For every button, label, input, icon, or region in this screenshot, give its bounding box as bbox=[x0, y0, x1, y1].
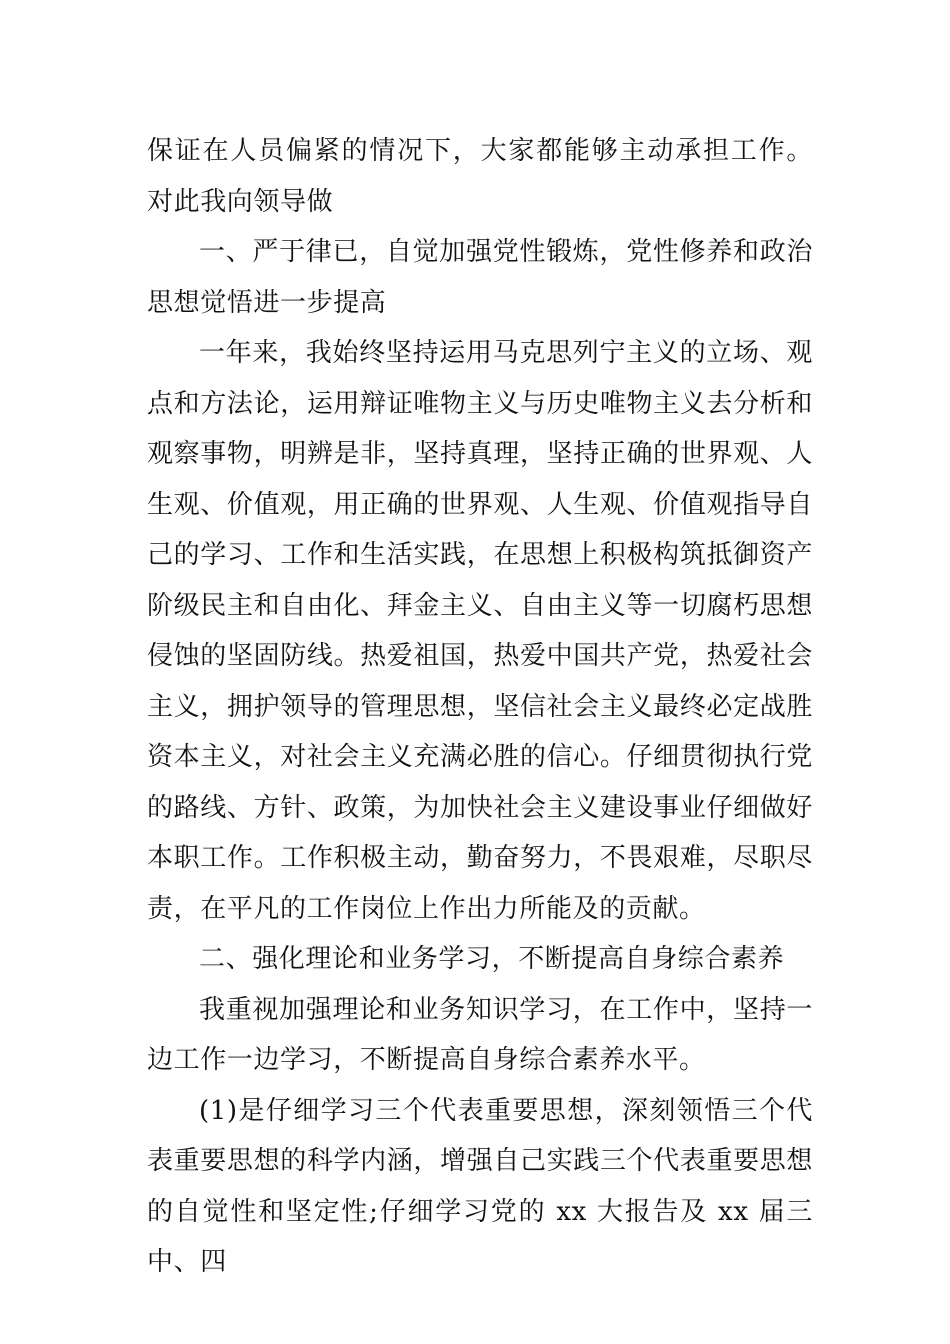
paragraph-body-1: 一年来，我始终坚持运用马克思列宁主义的立场、观点和方法论，运用辩证唯物主义与历史唯物主义去分析和观察事物，明辨是非，坚持真理，坚持正确的世界观、人生观、价值观，用正确的世界观、人生观、价值观指导自己的学习、工作和生活实践，在思想上积极构筑抵御资产阶级民主和自由化、拜金主义、自由主义等一切腐朽思想侵蚀的坚固防线。热爱祖国，热爱中国共产党，热爱社会主义，拥护领导的管理思想，坚信社会主义最终必定战胜资本主义，对社会主义充满必胜的信心。仔细贯彻执行党的路线、方针、政策，为加快社会主义建设事业仔细做好本职工作。工作积极主动，勤奋努力，不畏艰难，尽职尽责，在平凡的工作岗位上作出力所能及的贡献。 bbox=[147, 338, 813, 924]
section-heading-1: 一、严于律已，自觉加强党性锻炼，党性修养和政治思想觉悟进一步提高 bbox=[147, 237, 813, 318]
paragraph-body-3: (1)是仔细学习三个代表重要思想，深刻领悟三个代表重要思想的科学内涵，增强自己实践三个代表重要思想的自觉性和坚定性;仔细学习党的 xx 大报告及 xx 届三中、四 bbox=[147, 1095, 813, 1277]
document-body bbox=[147, 126, 813, 1288]
paragraph-continuation: 保证在人员偏紧的情况下，大家都能够主动承担工作。 对此我向领导做 bbox=[147, 136, 813, 217]
section-heading-2: 二、强化理论和业务学习，不断提高自身综合素养 bbox=[199, 944, 785, 974]
paragraph-body-2: 我重视加强理论和业务知识学习，在工作中，坚持一边工作一边学习，不断提高自身综合素养水平。 bbox=[147, 994, 813, 1075]
